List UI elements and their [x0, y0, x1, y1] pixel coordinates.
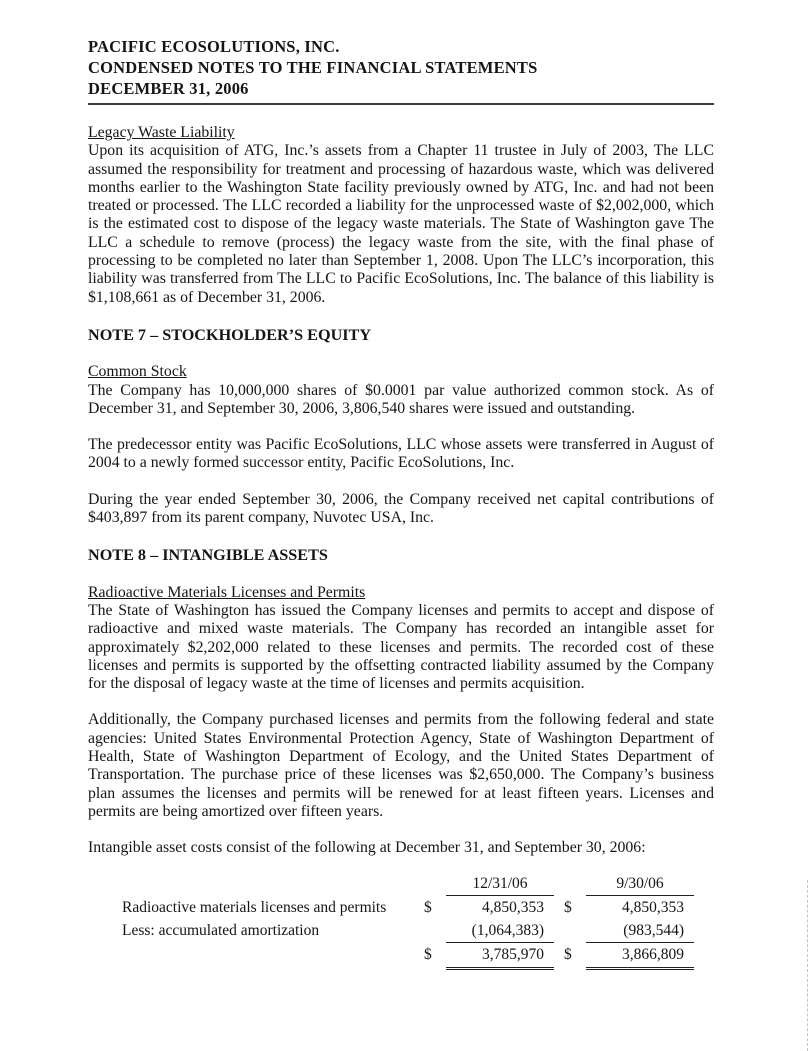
note7-heading: NOTE 7 – STOCKHOLDER’S EQUITY [88, 325, 372, 344]
value-12-31-06: 4,850,353 [482, 898, 544, 916]
dollar-sign: $ [424, 898, 432, 916]
value-12-31-06: (1,064,383) [446, 919, 554, 943]
licenses-paragraph-1: The State of Washington has issued the Company licenses and permits to accept and dispose of radioactive and mixed waste materials. The Company has recorded an intangible asset for approximately $2,202,000 related to these licenses and permits. The recorded cost of these licenses and permits is supported by the offsetting contracted liability assumed by the Company for the disposal of legacy waste at the time of licenses and permits acquisition. [88, 601, 714, 693]
licenses-permits-heading: Radioactive Materials Licenses and Permits [88, 583, 366, 601]
document-content [88, 36, 714, 970]
col-header-9-30-06: 9/30/06 [586, 872, 694, 896]
common-stock-heading: Common Stock [88, 363, 187, 381]
total-9-30-06: 3,866,809 [586, 943, 694, 970]
table-row-licenses [122, 896, 714, 919]
legacy-waste-heading: Legacy Waste Liability [88, 124, 235, 141]
common-stock-paragraph-1: The Company has 10,000,000 shares of $0.0001 par value authorized common stock. As of December 31, and September 30, 2006, 3,806,540 shares were issued and outstanding. [88, 381, 714, 417]
dollar-sign: $ [564, 945, 572, 963]
document-header [88, 36, 714, 99]
total-12-31-06: 3,785,970 [446, 943, 554, 970]
col-header-12-31-06: 12/31/06 [446, 872, 554, 896]
intangible-assets-table [122, 872, 714, 970]
table-header-row [122, 872, 714, 896]
licenses-paragraph-2: Additionally, the Company purchased licenses and permits from the following federal and state agencies: United States Environmental Protection Agency, State of Washington Department of Health, State of Washington Department of Ecology, and the United States Department of Transportation. The purchase price of these licenses was $2,650,000. The Company’s business plan assumes the licenses and permits will be renewed for at least fifteen years. Licenses and permits are being amortized over fifteen years. [88, 711, 714, 820]
value-9-30-06: 4,850,353 [622, 898, 684, 916]
document-title: CONDENSED NOTES TO THE FINANCIAL STATEMENTS [88, 58, 538, 77]
header-divider [88, 103, 714, 105]
value-9-30-06: (983,544) [586, 919, 694, 943]
table-row-total [122, 943, 714, 970]
common-stock-paragraph-3: During the year ended September 30, 2006, the Company received net capital contributions of $403,897 from its parent company, Nuvotec USA, Inc. [88, 490, 714, 527]
legacy-waste-paragraph: Upon its acquisition of ATG, Inc.’s assets from a Chapter 11 trustee in July of 2003, The LLC assumed the responsibility for treatment and processing of hazardous waste, which was delivered months earlier to the Washington State facility previously owned by ATG, Inc. and had not been treated or processed. The LLC recorded a liability for the unprocessed waste of $2,002,000, which is the estimated cost to dispose of the legacy waste materials. The State of Washington gave The LLC a schedule to remove (process) the legacy waste from the site, with the final phase of processing to be completed no later than September 1, 2008. Upon The LLC’s incorporation, this liability was transferred from The LLC to Pacific EcoSolutions, Inc. The balance of this liability is $1,108,661 as of December 31, 2006. [88, 142, 714, 306]
intangible-costs-intro: Intangible asset costs consist of the following at December 31, and September 30, 2006: [88, 839, 646, 857]
company-name: PACIFIC ECOSOLUTIONS, INC. [88, 37, 340, 56]
dollar-sign: $ [424, 945, 432, 963]
note8-heading: NOTE 8 – INTANGIBLE ASSETS [88, 546, 328, 565]
document-date: DECEMBER 31, 2006 [88, 79, 249, 98]
common-stock-paragraph-2: The predecessor entity was Pacific EcoSolutions, LLC whose assets were transferred in August of 2004 to a newly formed successor entity, Pacific EcoSolutions, Inc. [88, 436, 714, 472]
row-label: Less: accumulated amortization [122, 921, 320, 939]
document-body [88, 124, 714, 970]
scan-edge-artifact [807, 880, 808, 1051]
row-label: Radioactive materials licenses and permits [122, 898, 387, 916]
dollar-sign: $ [564, 898, 572, 916]
table-row-amortization [122, 919, 714, 943]
